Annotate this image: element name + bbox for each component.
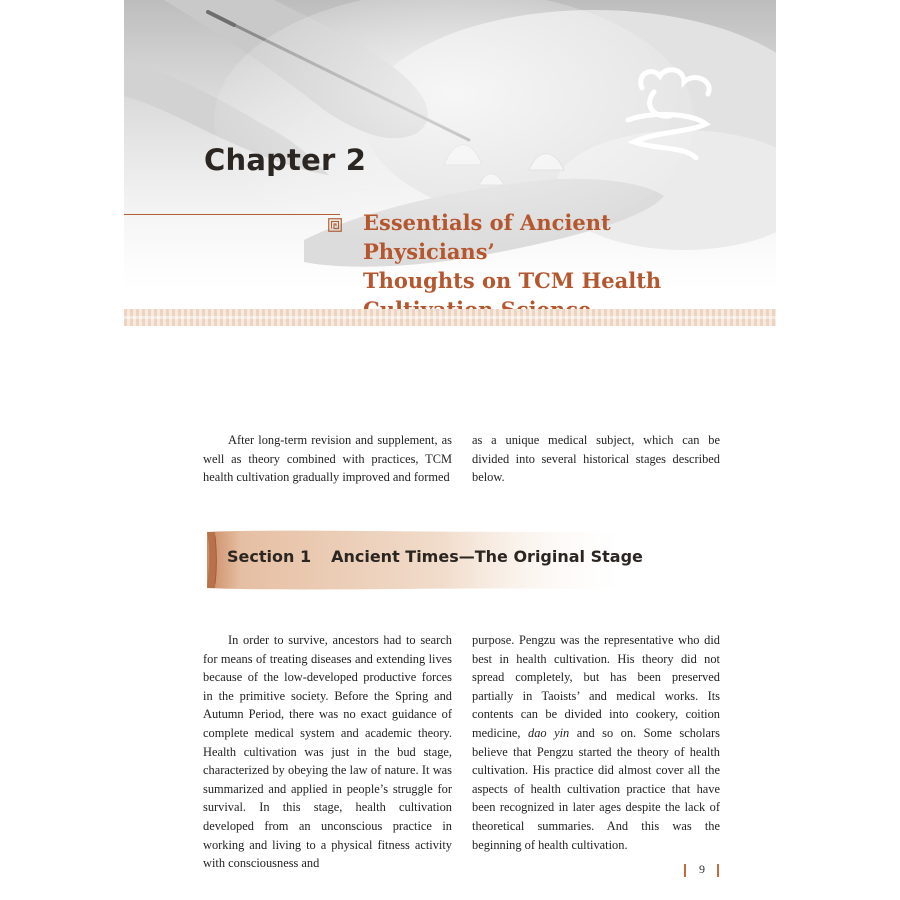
footer-bar-right: [717, 864, 719, 877]
footer-bar-left: [684, 864, 686, 877]
decorative-band: [124, 309, 776, 326]
chapter-subtitle: [363, 208, 743, 324]
section-title: Ancient Times—The Original Stage: [331, 547, 643, 566]
heading-rule: [124, 214, 340, 215]
body-paragraph-left: In order to survive, ancestors had to search for means of treating diseases and extending lives because of the low-developed productive forces in the primitive society. Before the Spring and Autumn Period, there was no exact guidance of complete medical system and academic theory. Health cultivation was just in the bud stage, characterized by obeying the law of nature. It was summarized and applied in people’s struggle for survival. In this stage, health cultivation developed from an unconscious practice in working and living to a physical fitness activity with consciousness and: [203, 633, 452, 871]
page-footer: [684, 862, 724, 880]
body-paragraph-right: [472, 631, 720, 854]
page-number: 9: [699, 862, 705, 876]
chapter-subtitle-line-2: Thoughts on TCM Health: [363, 268, 662, 293]
intro-paragraph-right: as a unique medical subject, which can be divided into several historical stages described below.: [472, 433, 720, 485]
italic-term: dao yin: [528, 725, 570, 740]
body-text-segment: purpose. Pengzu was the representative who did best in health cultivation. His theory did not spread completely, but has been preserved partially in Taoists’ and medical works. Its contents can be divided into cookery, coition medicine,: [472, 633, 720, 740]
greek-key-icon: [328, 218, 342, 232]
body-text-segment: and so on. Some scholars believe that Pengzu started the theory of health cultivation. His practice did almost cover all the aspects of health cultivation practice that have been recognized in later ages despite the lack of theoretical summaries. And this was the beginning of health cultivation.: [472, 725, 720, 852]
section-heading: [227, 547, 643, 566]
chapter-subtitle-line-1: Essentials of Ancient Physicians’: [363, 210, 611, 264]
section-number: Section 1: [227, 547, 312, 566]
chapter-title: Chapter 2: [204, 143, 367, 177]
intro-paragraph-left: After long-term revision and supplement, as well as theory combined with practices, TCM health cultivation gradually improved and formed: [203, 433, 452, 485]
